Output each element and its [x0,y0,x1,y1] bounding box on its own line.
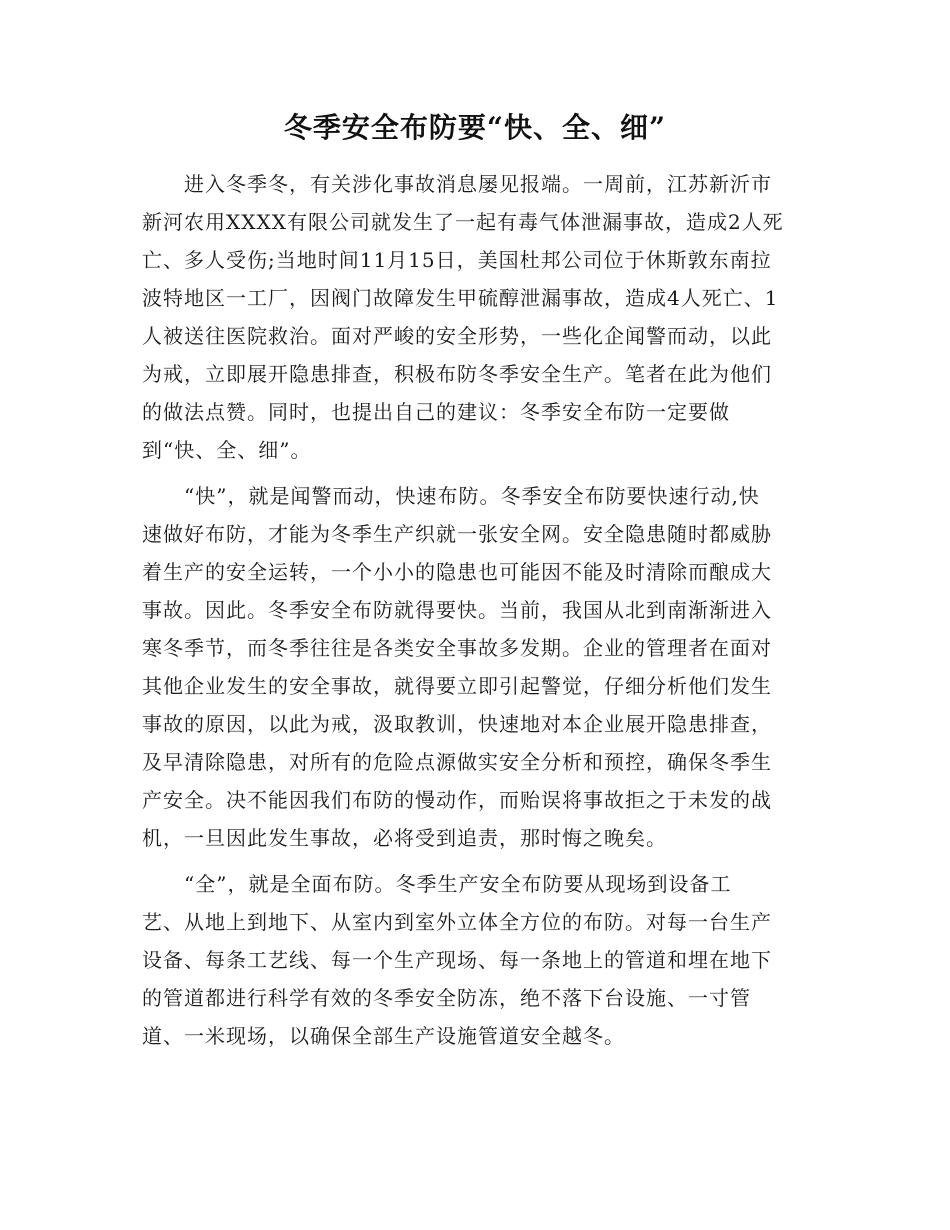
paragraph-2-line-2: 速做好布防，才能为冬季生产织就一张安全网。安全隐患随时都威胁 [142,522,772,546]
paragraph-1-line-2: 新河农用XXXX有限公司就发生了一起有毒气体泄漏事故，造成2人死 [142,210,784,234]
paragraph-1-line-6: 为戒，立即展开隐患排查，积极布防冬季安全生产。笔者在此为他们 [142,362,772,386]
paragraph-1-line-4: 波特地区一工厂，因阀门故障发生甲硫醇泄漏事故，造成4人死亡、1 [142,286,779,310]
paragraph-1-line-1: 进入冬季冬，有关涉化事故消息屡见报端。一周前，江苏新沂市 [184,172,772,196]
paragraph-2-line-5: 寒冬季节，而冬季往往是各类安全事故多发期。企业的管理者在面对 [142,636,772,660]
paragraph-2-line-9: 产安全。决不能因我们布防的慢动作，而贻误将事故拒之于未发的战 [142,788,772,812]
paragraph-1-line-3: 亡、多人受伤;当地时间11月15日，美国杜邦公司位于休斯敦东南拉 [142,248,772,272]
paragraph-3-line-1: “全”，就是全面布防。冬季生产安全布防要从现场到设备工 [184,872,732,896]
paragraph-2-line-4: 事故。因此。冬季安全布防就得要快。当前，我国从北到南渐渐进入 [142,598,772,622]
paragraph-1-line-7: 的做法点赞。同时，也提出自己的建议：冬季安全布防一定要做 [142,400,730,424]
paragraph-3-line-4: 的管道都进行科学有效的冬季安全防冻，绝不落下台设施、一寸管 [142,986,751,1010]
paragraph-2-line-6: 其他企业发生的安全事故，就得要立即引起警觉，仔细分析他们发生 [142,674,772,698]
paragraph-3-line-2: 艺、从地上到地下、从室内到室外立体全方位的布防。对每一台生产 [142,910,772,934]
paragraph-3-line-5: 道、一米现场，以确保全部生产设施管道安全越冬。 [142,1024,625,1048]
paragraph-2-line-7: 事故的原因，以此为戒，汲取教训，快速地对本企业展开隐患排查， [142,712,772,736]
paragraph-1-line-5: 人被送往医院救治。面对严峻的安全形势，一些化企闻警而动，以此 [142,324,772,348]
paragraph-3-line-3: 设备、每条工艺线、每一个生产现场、每一条地上的管道和埋在地下 [142,948,772,972]
paragraph-2-line-8: 及早清除隐患，对所有的危险点源做实安全分析和预控，确保冬季生 [142,750,772,774]
paragraph-2-line-1: “快”，就是闻警而动，快速布防。冬季安全布防要快速行动,快 [184,484,760,508]
paragraph-2-line-10: 机，一旦因此发生事故，必将受到追责，那时悔之晚矣。 [142,826,667,850]
paragraph-2-line-3: 着生产的安全运转，一个小小的隐患也可能因不能及时清除而酿成大 [142,560,772,584]
paragraph-1-line-8: 到“快、全、细”。 [142,438,312,462]
document-title: 冬季安全布防要“快、全、细” [283,111,667,144]
